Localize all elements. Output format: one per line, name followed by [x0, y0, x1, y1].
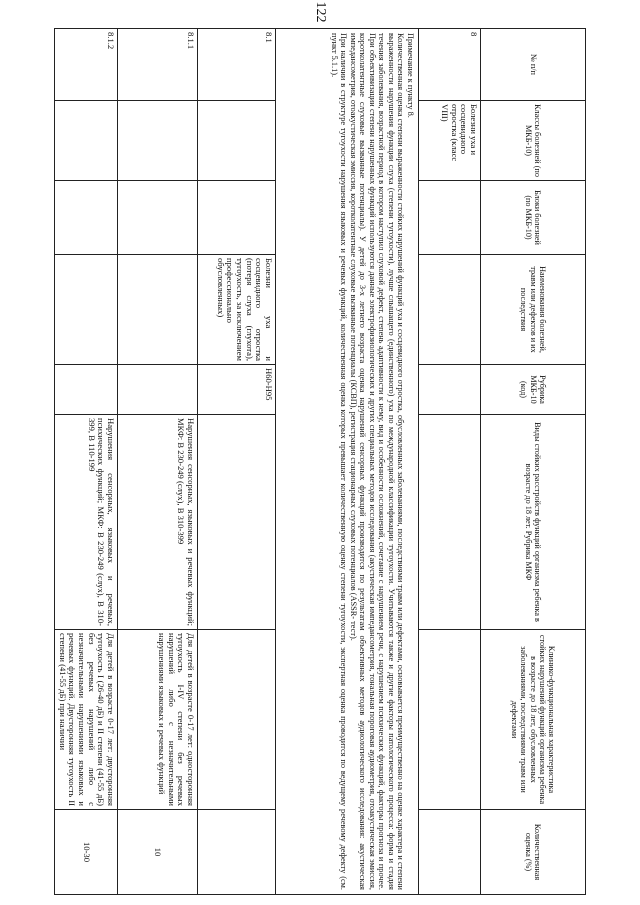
note-paragraph-1: Количественная оценка степени выраженности стойких нарушений функций уха и сосцевидного отростка, обусловленных заболеваниями, последствиями травм или дефектами, основывается преимущественно на оценке характера и степени выраженности нарушения функции слуха (степени тугоухости), лучше слышащего (единственного) уха по международной классификации тугоухости. Учитываются также и другие факторы патологического процесса: форма и стадия течения заболевания, возрастной период в котором наступил слуховой дефект, степень адаптивности к нему, вид и особенности осложнений, сочетание с нарушением речи, с нарушением психических функций, факторы прогноза и прочее. При объективизации степени нарушенных функций используются данные электрофизиологических и других специальных методов исследования (акустическая импедансометрия, тональная пороговая аудиометрия, отоакустическая эмиссия, коротколатентные слуховые вызванные потенциалы). У детей до 3-х летнего возраста оценка нарушений сенсорных функций производится по результатам объективных методов аудиологического исследования: акустическая импедансометрия, отоакустическая эмиссия, коротколатентные слуховые вызванные потенциалы (КСВП), регистрация стационарных слуховых потенциалов (ASSR- тест). [348, 33, 406, 890]
row811-types: Нарушения сенсорных, языковых и речевых функций; МКФ: В 230-249 (слух), В 310-399 [118, 415, 198, 630]
row811-mkb [118, 365, 198, 415]
table-row-8-1-2 [55, 29, 118, 895]
row811-clinical: Для детей в возрасте 0-17 лет: односторонняя тугоухость I-IV степени без речевых нарушений либо с незначительными нарушениями языковых и речевых функций [118, 630, 198, 810]
row812-names [55, 255, 118, 365]
row8-names [419, 255, 481, 365]
row81-class [198, 101, 276, 181]
header-clinical: Клинико-функциональная характеристика стойких нарушений функций организма ребенка в возрасте до 18 лет, обусловленных заболеваниями, последствиями травм или дефектами [481, 630, 586, 810]
row81-name: Болезни уха и сосцевидного отростка (потеря слуха (глухота), тугоухость, за исключением профессионально обусловленных) [198, 255, 276, 365]
row8-mkb [419, 365, 481, 415]
header-classes: Классы болезней (по МКБ-10) [481, 101, 586, 181]
row812-blocks [55, 181, 118, 255]
row812-mkb [55, 365, 118, 415]
header-mkb: Рубрика МКБ-10 (код) [481, 365, 586, 415]
row811-num: 8.1.1 [118, 29, 198, 101]
row8-score [419, 810, 481, 895]
row8-class: Болезни уха и сосцевидного отростка (класс VIII) [419, 101, 481, 181]
disability-criteria-table [54, 28, 586, 895]
row811-blocks [118, 181, 198, 255]
note-paragraph-2: При наличии в структуре тугоухости нарушения языковых и речевых функций, количественная оценка которых превышает количественную оценку степени тугоухости, экспертная оценка проводится по ведущему речевому дефекту (см. пункт 5.1.1). [329, 33, 349, 890]
row8-clinical [419, 630, 481, 810]
header-types: Виды стойких расстройств функций организма ребенка в возрасте до 18 лет. Рубрика МКФ [481, 415, 586, 630]
row81-mkb: H60-H95 [198, 365, 276, 415]
row8-num: 8 [419, 29, 481, 101]
table-row-8 [419, 29, 481, 895]
row8-blocks [419, 181, 481, 255]
row812-class [55, 101, 118, 181]
row8-types [419, 415, 481, 630]
page-number: 122 [313, 1, 328, 23]
header-names: Наименования болезней, травм или дефектов и их последствия [481, 255, 586, 365]
note-row [276, 29, 419, 895]
row811-score: 10 [118, 810, 198, 895]
row81-num: 8.1 [198, 29, 276, 101]
row812-score: 10-30 [55, 810, 118, 895]
header-row [481, 29, 586, 895]
table-row-8-1 [198, 29, 276, 895]
header-blocks: Блоки болезней (по МКБ-10) [481, 181, 586, 255]
row812-types: Нарушения сенсорных, языковых и речевых, психических функций; МКФ: В 230-249 (слух), В 310-399, В 110-199 [55, 415, 118, 630]
row81-clinical [198, 630, 276, 810]
row81-score [198, 810, 276, 895]
row812-num: 8.1.2 [55, 29, 118, 101]
header-num: № п/п [481, 29, 586, 101]
note-title: Примечание к пункту 8. [406, 33, 415, 118]
row811-class [118, 101, 198, 181]
row812-clinical: Для детей в возрасте 0-17 лет: двусторонняя тугоухость I (26-40 дБ) и II степени (41-55 дБ) без речевых нарушений либо с незначительными нарушениями языковых и речевых функций. Двусторонняя тугоухость II степени (41-55 дБ) при наличии [55, 630, 118, 810]
note-block [276, 29, 419, 895]
table-row-8-1-1 [118, 29, 198, 895]
row81-blocks [198, 181, 276, 255]
row811-names [118, 255, 198, 365]
header-score: Количественная оценка (%) [481, 810, 586, 895]
rotated-table-sheet [58, 28, 586, 894]
row81-types [198, 415, 276, 630]
